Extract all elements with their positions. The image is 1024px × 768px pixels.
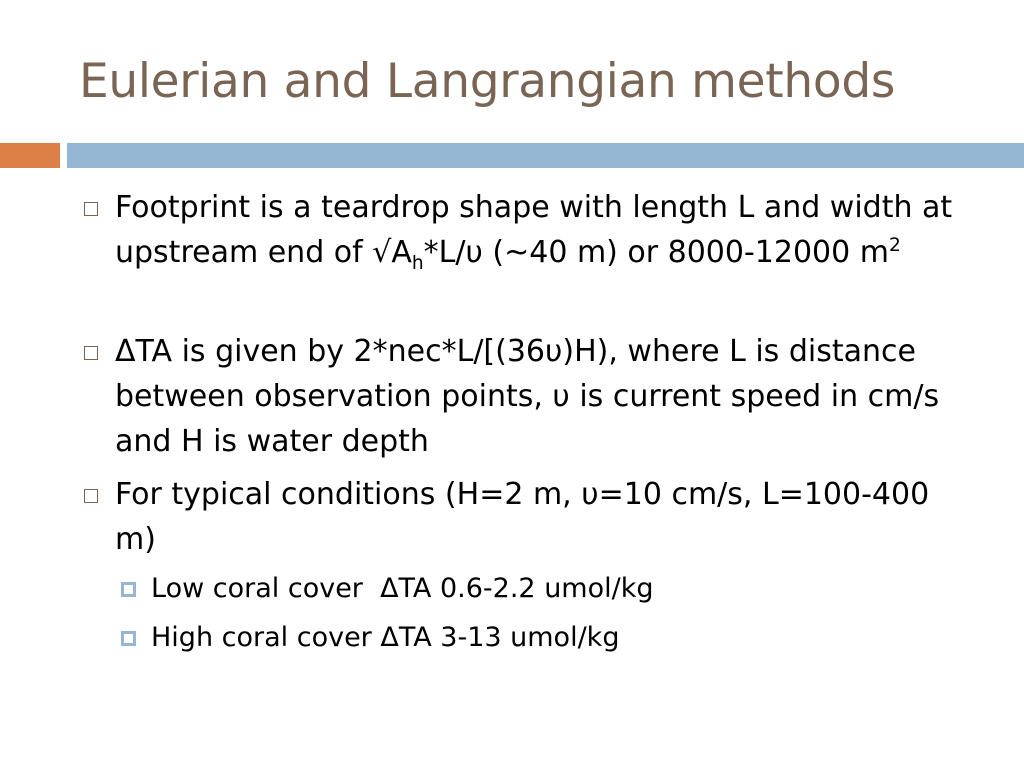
sub-bullet-high-coral [151,618,951,658]
bullet-typical-conditions [115,472,955,562]
bullet-delta-ta [115,329,955,464]
sub-bullet-text: Low coral cover ΔTA 0.6-2.2 umol/kg [151,573,654,604]
sub-bullet-low-coral [151,569,951,609]
superscript-2: 2 [889,235,901,256]
bullet-text-pre: Footprint is a teardrop shape with length L and width at upstream end of √A [115,190,953,270]
slide-title: Eulerian and Langrangian methods [79,54,896,109]
bullet-text-mid: *L/υ (~40 m) or 8000-12000 m [423,235,889,270]
bullet-box-icon [84,346,98,360]
bullet-footprint [115,185,955,275]
bullet-text: ΔTA is given by 2*nec*L/[(36υ)H), where L is distance between observation points, υ is current speed in cm/s and H is water depth [115,334,940,459]
bullet-box-icon [84,489,98,503]
sub-bullet-square-icon [121,582,136,597]
sub-bullet-text: High coral cover ΔTA 3-13 umol/kg [151,622,620,653]
bullet-box-icon [84,202,98,216]
subscript-h: h [411,253,424,274]
sub-bullet-square-icon [121,631,136,646]
bullet-text: For typical conditions (H=2 m, υ=10 cm/s, L=100-400 m) [115,477,930,557]
